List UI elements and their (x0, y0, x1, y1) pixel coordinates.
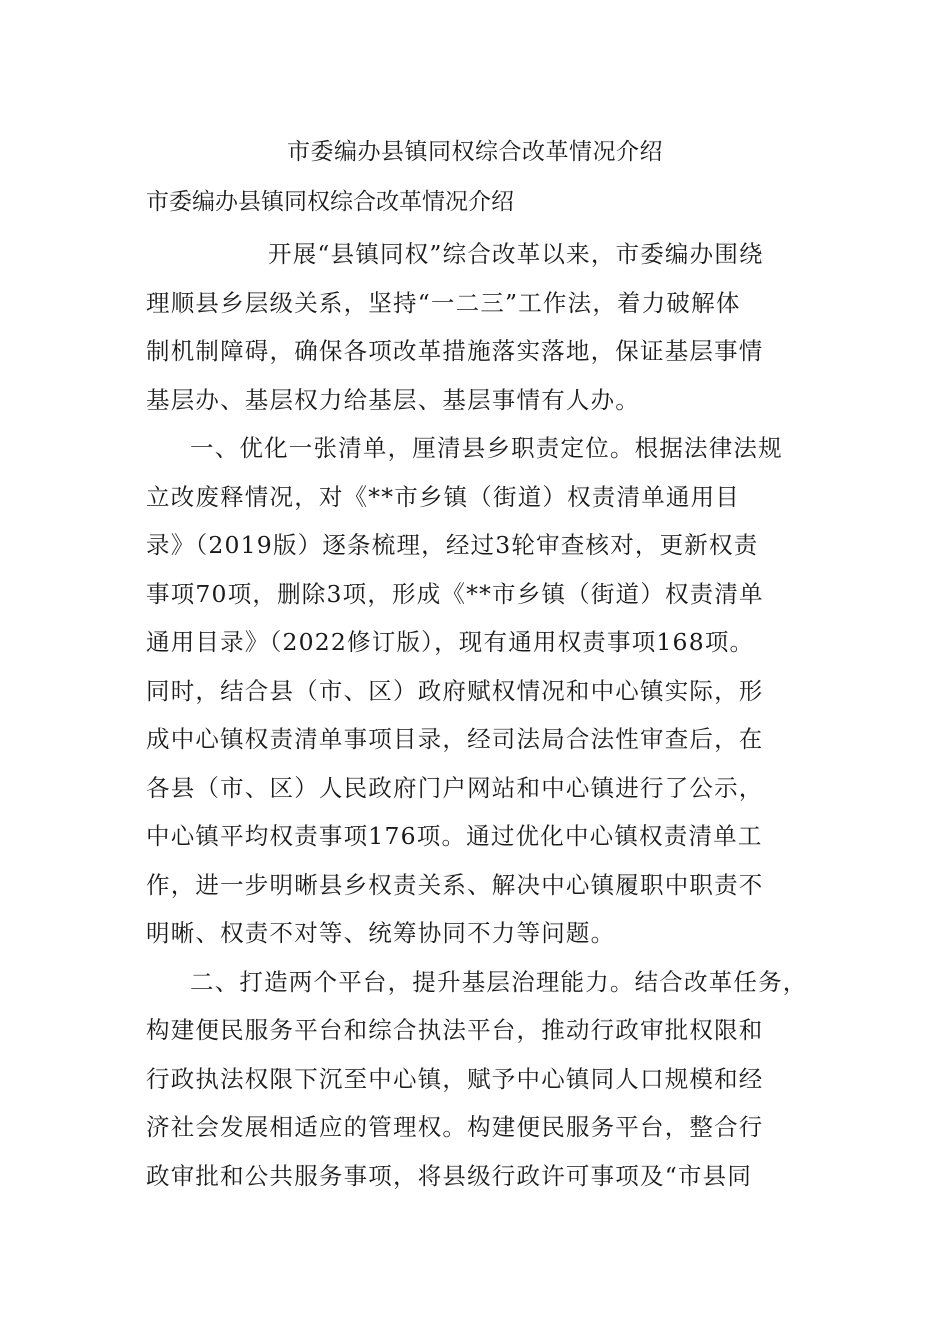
text-line: 一、优化一张清单，厘清县乡职责定位。根据法律法规 (190, 434, 783, 462)
text-line: 中心镇平均权责事项176项。通过优化中心镇权责清单工 (146, 822, 763, 850)
text-line: 二、打造两个平台，提升基层治理能力。结合改革任务， (190, 967, 808, 996)
text-line: 构建便民服务平台和综合执法平台，推动行政审批权限和 (146, 1016, 764, 1044)
text-line: 同时，结合县（市、区）政府赋权情况和中心镇实际，形 (146, 676, 764, 705)
text-line: 明晰、权责不对等、统筹协同不力等问题。 (146, 919, 616, 947)
text-line: 成中心镇权责清单事项目录，经司法局合法性审查后，在 (146, 725, 764, 753)
text-line: 作，进一步明晰县乡权责关系、解决中心镇履职中职责不 (146, 870, 764, 899)
text-line: 政审批和公共服务事项，将县级行政许可事项及“市县同 (146, 1161, 753, 1190)
text-line: 行政执法权限下沉至中心镇，赋予中心镇同人口规模和经 (146, 1064, 764, 1093)
text-line: 立改废释情况，对《**市乡镇（街道）权责清单通用目 (146, 482, 740, 511)
text-line: 制机制障碍，确保各项改革措施落实落地，保证基层事情 (146, 337, 764, 365)
document-body (146, 230, 836, 1200)
text-line: 理顺县乡层级关系，坚持“一二三”工作法，着力破解体 (146, 288, 741, 317)
paragraph-intro (146, 230, 836, 424)
document-title: 市委编办县镇同权综合改革情况介绍 (287, 139, 663, 165)
text-line: 事项70项，删除3项，形成《**市乡镇（街道）权责清单 (146, 579, 764, 608)
paragraph-section-two (146, 958, 836, 1201)
text-line: 各县（市、区）人民政府门户网站和中心镇进行了公示， (146, 773, 764, 802)
paragraph-section-one (146, 424, 836, 958)
document-subtitle: 市委编办县镇同权综合改革情况介绍 (146, 189, 514, 215)
text-line: 通用目录》（2022修订版），现有通用权责事项168项。 (146, 628, 755, 656)
text-line: 济社会发展相适应的管理权。构建便民服务平台，整合行 (146, 1113, 764, 1141)
text-line: 开展“县镇同权”综合改革以来，市委编办围绕 (268, 240, 764, 268)
text-line: 基层办、基层权力给基层、基层事情有人办。 (146, 385, 640, 414)
text-line: 录》（2019版）逐条梳理，经过3轮审查核对，更新权责 (146, 531, 759, 559)
